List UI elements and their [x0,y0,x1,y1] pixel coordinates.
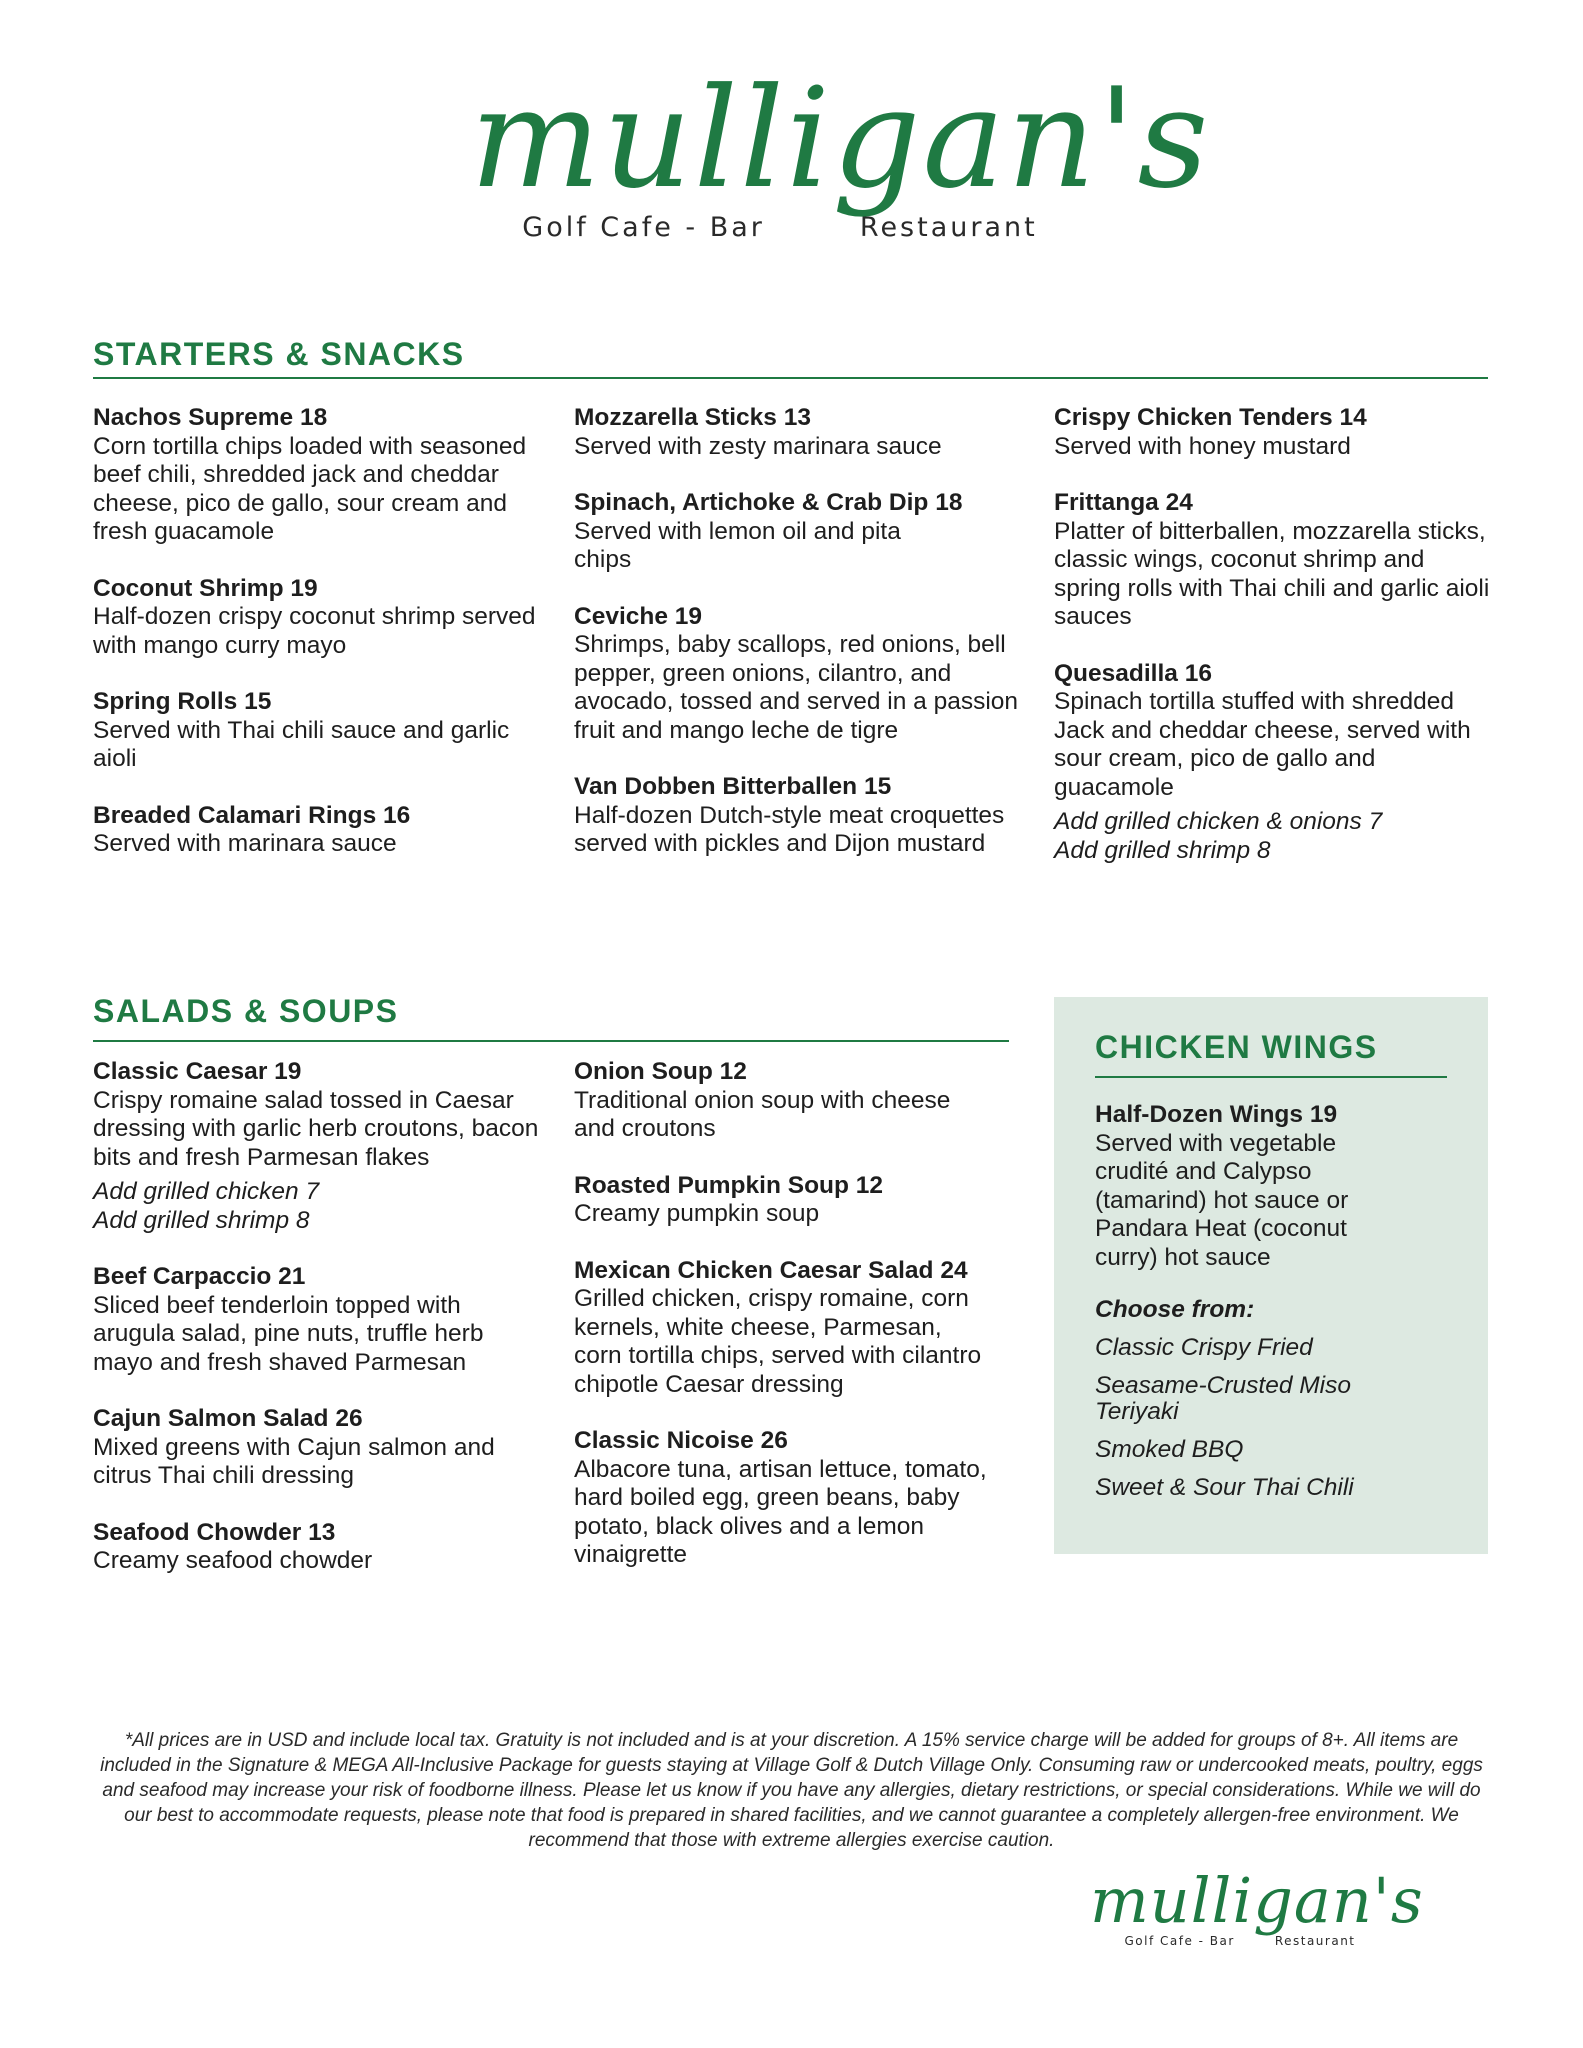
menu-item [574,404,1034,461]
item-description: Spinach tortilla stuffed with shredded Jack and cheddar cheese, served with sour cream, pico de gallo and guacamole [1054,688,1471,801]
logo-script: mulligan's [1090,1864,1424,1937]
item-name: Beef Carpaccio 21 [93,1263,306,1290]
salads-column-1 [93,1058,553,1604]
starters-rule [93,377,1488,379]
item-name: Classic Caesar 19 [93,1058,302,1085]
salads-title: SALADS & SOUPS [93,993,399,1029]
item-name: Mozzarella Sticks 13 [574,404,811,431]
menu-item [93,802,553,859]
item-description: Served with zesty marinara sauce [574,432,942,460]
item-name: Ceviche 19 [574,602,703,630]
choose-label: Choose from: [1095,1296,1255,1323]
item-addon: Add grilled shrimp 8 [1054,836,1271,864]
item-description: Served with honey mustard [1054,432,1351,460]
menu-item [93,1405,553,1491]
footnote: *All prices are in USD and include local tax. Gratuity is not included and is at your discretion. A 15% service charge will be added for groups of 8+. All items are included in the Signature & MEGA All-Inclusive Package for guests staying at Village Golf & Dutch Village Only. Consuming raw or undercooked meats, poultry, eggs and seafood may increase your risk of foodborne illness. Please let us know if you have any allergies, dietary restrictions, or special considerations. While we will do our best to accommodate requests, please note that food is prepared in shared facilities, and we cannot guarantee a completely allergen-free environment. We recommend that those with extreme allergies exercise caution. [100,1730,1483,1851]
wing-option: Seasame-Crusted Miso Teriyaki [1095,1371,1351,1425]
item-name: Mexican Chicken Caesar Salad 24 [574,1256,968,1284]
wings-rule [1095,1076,1447,1078]
item-description: Shrimps, baby scallops, red onions, bell pepper, green onions, cilantro, and avocado, tossed and served in a passion fruit and mango leche de tigre [574,631,1019,744]
starters-title: STARTERS & SNACKS [93,336,465,372]
item-description: Creamy seafood chowder [93,1547,373,1574]
logo-tagline [470,212,1090,243]
menu-item [1054,489,1494,632]
menu-item [574,773,1034,859]
wings-content [1095,1101,1465,1513]
item-addon: Add grilled chicken & onions 7 [1054,808,1383,835]
menu-item [93,404,553,547]
item-addons [1054,808,1494,865]
menu-item [574,1257,1034,1400]
item-description: Grilled chicken, crispy romaine, corn kernels, white cheese, Parmesan, corn tortilla chips, served with cilantro chipotle Caesar dressing [574,1285,982,1398]
item-description: Sliced beef tenderloin topped with arugula salad, pine nuts, truffle herb mayo and fresh shaved Parmesan [93,1291,484,1376]
wing-option: Classic Crispy Fried [1095,1333,1313,1361]
starters-column-1 [93,404,553,887]
menu-item [574,1058,1034,1144]
item-description: Served with marinara sauce [93,830,397,857]
item-description: Creamy pumpkin soup [574,1200,820,1227]
item-description: Crispy romaine salad tossed in Caesar dressing with garlic herb croutons, bacon bits and fresh Parmesan flakes [93,1086,539,1171]
starters-column-2 [574,404,1034,887]
item-name: Seafood Chowder 13 [93,1518,336,1546]
wing-option: Smoked BBQ [1095,1435,1244,1463]
item-addon: Add grilled chicken 7 [93,1178,320,1205]
logo-tag-right: Restaurant [859,212,1038,243]
starters-column-3 [1054,404,1494,893]
item-name: Spinach, Artichoke & Crab Dip 18 [574,489,963,516]
item-name: Roasted Pumpkin Soup 12 [574,1171,884,1199]
item-description: Half-dozen Dutch-style meat croquettes served with pickles and Dijon mustard [574,801,1005,857]
item-addons [93,1178,553,1235]
item-name: Van Dobben Bitterballen 15 [574,773,892,800]
item-name: Spring Rolls 15 [93,688,272,715]
item-name: Crispy Chicken Tenders 14 [1054,404,1367,431]
item-description: Corn tortilla chips loaded with seasoned beef chili, shredded jack and cheddar cheese, pico de gallo, sour cream and fresh guacamole [93,432,527,545]
salads-rule [93,1040,1009,1042]
item-description: Albacore tuna, artisan lettuce, tomato, hard boiled egg, green beans, baby potato, black olives and a lemon vinaigrette [574,1455,987,1568]
menu-item [1054,404,1494,461]
item-description: Served with Thai chili sauce and garlic aioli [93,716,510,772]
item-name: Onion Soup 12 [574,1058,747,1085]
menu-item [574,1172,1034,1229]
item-description: Half-dozen crispy coconut shrimp served with mango curry mayo [93,603,536,659]
item-description: Traditional onion soup with cheese and croutons [574,1086,951,1142]
logo-bottom [1090,1864,1424,1948]
chicken-wings-box [1054,997,1488,1554]
item-description: Served with vegetable crudité and Calypso (tamarind) hot sauce or Pandara Heat (coconut curry) hot sauce [1095,1129,1349,1271]
item-name: Frittanga 24 [1054,489,1193,516]
menu-item [93,688,553,774]
menu-item [93,1519,553,1576]
item-name: Breaded Calamari Rings 16 [93,801,411,829]
salads-column-2 [574,1058,1034,1598]
item-name: Classic Nicoise 26 [574,1427,788,1454]
logo-top [470,58,1211,243]
item-description: Mixed greens with Cajun salmon and citrus Thai chili dressing [93,1433,495,1489]
item-description: Platter of bitterballen, mozzarella sticks, classic wings, coconut shrimp and spring rolls with Thai chili and garlic aioli sauces [1054,517,1490,630]
item-addon: Add grilled shrimp 8 [93,1206,310,1234]
menu-item [93,1263,553,1377]
item-description: Served with lemon oil and pita chips [574,517,901,573]
item-name: Quesadilla 16 [1054,659,1212,687]
item-name: Half-Dozen Wings 19 [1095,1101,1338,1128]
item-name: Nachos Supreme 18 [93,404,328,431]
logo-tag-left: Golf Cafe - Bar [522,212,765,243]
wings-title: CHICKEN WINGS [1095,1029,1378,1065]
menu-item [93,1058,553,1235]
menu-item [574,603,1034,746]
wing-option: Sweet & Sour Thai Chili [1095,1473,1354,1501]
logo-tag-left: Golf Cafe - Bar [1124,1934,1235,1948]
menu-item [93,575,553,661]
logo-tag-right: Restaurant [1274,1934,1356,1948]
menu-item [1054,660,1494,866]
logo-script: mulligan's [470,58,1211,219]
item-name: Coconut Shrimp 19 [93,574,318,602]
logo-tagline [1090,1934,1390,1948]
menu-item [574,489,1034,575]
menu-item [574,1427,1034,1570]
item-name: Cajun Salmon Salad 26 [93,1405,363,1432]
